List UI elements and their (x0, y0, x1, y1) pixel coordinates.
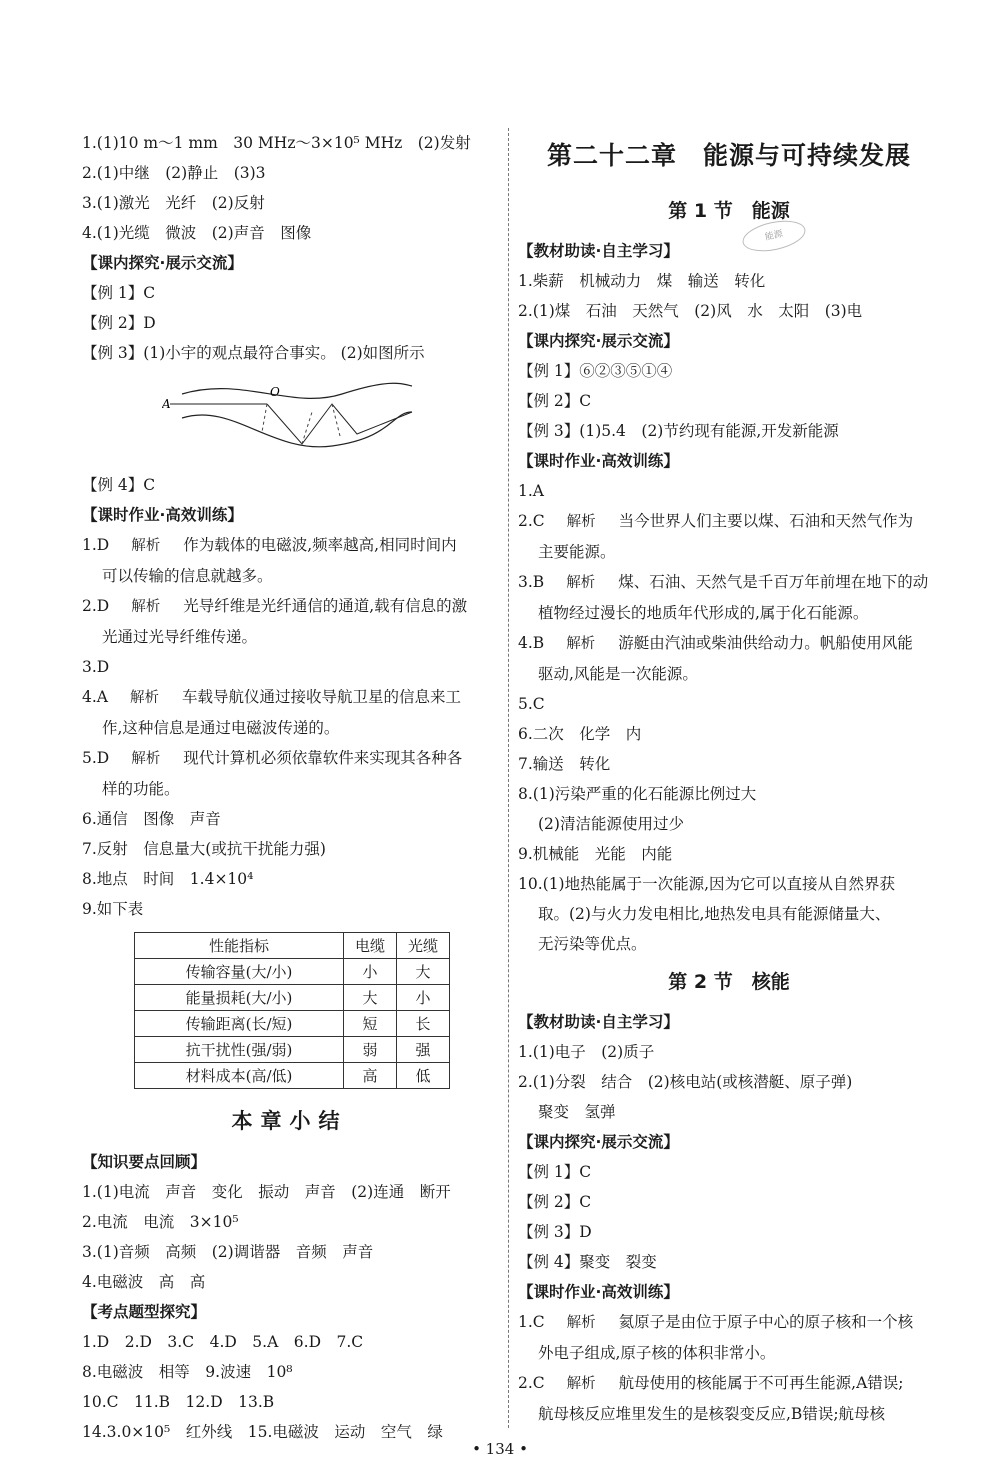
homework-answer-cont: 取。(2)与火力发电相比,地热发电具有能源储量大、 (538, 905, 891, 923)
table-header-row (135, 933, 450, 959)
knowledge-answer: 3.(1)音频 高频 (2)调谐器 音频 声音 (82, 1243, 374, 1261)
section-heading: 【考点题型探究】 (82, 1303, 207, 1321)
table-cell: 小 (397, 985, 450, 1011)
homework-answer-cont: (2)清洁能源使用过少 (538, 815, 684, 833)
homework-answer: 10.(1)地热能属于一次能源,因为它可以直接从自然界获 (518, 875, 896, 893)
table-cell: 材料成本(高/低) (135, 1063, 344, 1089)
section-heading: 【课时作业·高效训练】 (82, 506, 243, 524)
section-heading: 【教材助读·自主学习】 (518, 1013, 679, 1031)
homework-answer-cont: 外电子组成,原子核的体积非常小。 (538, 1344, 776, 1362)
knowledge-answer: 2.电流 电流 3×10⁵ (82, 1213, 239, 1231)
homework-answer: 4.B 解析 游艇由汽油或柴油供给动力。帆船使用风能 (518, 634, 913, 652)
section-heading: 【课内探究·展示交流】 (518, 332, 679, 350)
answer-line: 1.柴薪 机械动力 煤 输送 转化 (518, 272, 766, 290)
knowledge-answer: 1.(1)电流 声音 变化 振动 声音 (2)连通 断开 (82, 1183, 451, 1201)
section-title: 第 1 节 能源 (668, 200, 790, 222)
table-cell: 强 (397, 1037, 450, 1063)
table-cell: 传输容量(大/小) (135, 959, 344, 985)
homework-answer: 1.C 解析 氦原子是由位于原子中心的原子核和一个核 (518, 1313, 914, 1331)
example-answer: 【例 4】C (82, 476, 156, 494)
homework-answer: 9.如下表 (82, 900, 144, 918)
answer-line: 4.(1)光缆 微波 (2)声音 图像 (82, 224, 312, 242)
left-column (82, 128, 497, 1447)
section-heading: 【课内探究·展示交流】 (82, 254, 243, 272)
table-row (135, 959, 450, 985)
table-cell: 传输距离(长/短) (135, 1011, 344, 1037)
example-answer: 【例 2】C (518, 392, 592, 410)
homework-answer: 9.机械能 光能 内能 (518, 845, 673, 863)
table-row (135, 1063, 450, 1089)
table-cell: 小 (344, 959, 397, 985)
homework-answer-cont: 可以传输的信息就越多。 (102, 567, 273, 585)
answer-line: 3.(1)激光 光纤 (2)反射 (82, 194, 265, 212)
page-number: • 134 • (472, 1440, 528, 1458)
example-answer: 【例 1】C (518, 1163, 592, 1181)
table-cell: 抗干扰性(强/弱) (135, 1037, 344, 1063)
homework-answer-cont: 样的功能。 (102, 780, 180, 798)
example-answer: 【例 1】C (82, 284, 156, 302)
table-cell: 弱 (344, 1037, 397, 1063)
homework-answer-cont: 驱动,风能是一次能源。 (538, 665, 698, 683)
homework-answer: 2.D 解析 光导纤维是光纤通信的通道,载有信息的激 (82, 597, 468, 615)
homework-answer-cont: 无污染等优点。 (538, 935, 647, 953)
homework-answer: 7.反射 信息量大(或抗干扰能力强) (82, 840, 326, 858)
example-answer: 【例 2】D (82, 314, 156, 332)
exam-answer: 10.C 11.B 12.D 13.B (82, 1393, 275, 1411)
homework-answer: 2.C 解析 航母使用的核能属于不可再生能源,A错误; (518, 1374, 904, 1392)
homework-answer: 6.二次 化学 内 (518, 725, 642, 743)
table-cell: 大 (397, 959, 450, 985)
homework-answer: 7.输送 转化 (518, 755, 611, 773)
figure-label-a: A (162, 397, 171, 411)
homework-answer: 8.(1)污染严重的化石能源比例过大 (518, 785, 757, 803)
table-cell: 高 (344, 1063, 397, 1089)
section-title: 第 2 节 核能 (668, 971, 790, 993)
homework-answer: 6.通信 图像 声音 (82, 810, 221, 828)
example-answer: 【例 3】(1)小宇的观点最符合事实。 (2)如图所示 (82, 344, 425, 362)
homework-answer: 2.C 解析 当今世界人们主要以煤、石油和天然气作为 (518, 512, 914, 530)
homework-answer: 4.A 解析 车载导航仪通过接收导航卫星的信息来工 (82, 688, 461, 706)
example-answer: 【例 3】(1)5.4 (2)节约现有能源,开发新能源 (518, 422, 839, 440)
exam-answer: 1.D 2.D 3.C 4.D 5.A 6.D 7.C (82, 1333, 364, 1351)
exam-answer: 14.3.0×10⁵ 红外线 15.电磁波 运动 空气 绿 (82, 1423, 443, 1441)
table-row (135, 985, 450, 1011)
table-row (135, 1011, 450, 1037)
section-heading: 【课内探究·展示交流】 (518, 1133, 679, 1151)
example-answer: 【例 1】⑥②③⑤①④ (518, 362, 673, 380)
answer-line: 2.(1)分裂 结合 (2)核电站(或核潜艇、原子弹) (518, 1073, 853, 1091)
section-heading: 【课时作业·高效训练】 (518, 452, 679, 470)
example-answer: 【例 2】C (518, 1193, 592, 1211)
homework-answer: 5.D 解析 现代计算机必须依靠软件来实现其各种各 (82, 749, 463, 767)
table-cell: 能量损耗(大/小) (135, 985, 344, 1011)
example-answer: 【例 4】聚变 裂变 (518, 1253, 657, 1271)
optical-fiber-figure (162, 372, 497, 464)
section-heading: 【教材助读·自主学习】 (518, 242, 679, 260)
homework-answer-cont: 植物经过漫长的地质年代形成的,属于化石能源。 (538, 604, 869, 622)
section-heading: 【课时作业·高效训练】 (518, 1283, 679, 1301)
homework-answer-cont: 作,这种信息是通过电磁波传递的。 (102, 719, 340, 737)
answer-line-cont: 聚变 氢弹 (538, 1103, 616, 1121)
section-heading: 【知识要点回顾】 (82, 1153, 207, 1171)
homework-answer: 3.B 解析 煤、石油、天然气是千百万年前埋在地下的动 (518, 573, 929, 591)
table-cell: 低 (397, 1063, 450, 1089)
table-cell: 长 (397, 1011, 450, 1037)
homework-answer-cont: 航母核反应堆里发生的是核裂变反应,B错误;航母核 (538, 1405, 886, 1423)
table-header: 性能指标 (135, 933, 344, 959)
answer-line: 2.(1)中继 (2)静止 (3)3 (82, 164, 266, 182)
homework-answer: 1.D 解析 作为载体的电磁波,频率越高,相同时间内 (82, 536, 457, 554)
homework-answer-cont: 主要能源。 (538, 543, 616, 561)
table-header: 光缆 (397, 933, 450, 959)
homework-answer: 5.C (518, 695, 545, 713)
figure-label-o: O (270, 385, 280, 399)
table-header: 电缆 (344, 933, 397, 959)
table-cell: 短 (344, 1011, 397, 1037)
stamp-watermark: 能源 (740, 216, 808, 257)
answer-line: 1.(1)10 m～1 mm 30 MHz～3×10⁵ MHz (2)发射 (82, 134, 471, 152)
homework-answer: 8.地点 时间 1.4×10⁴ (82, 870, 254, 888)
answer-line: 2.(1)煤 石油 天然气 (2)风 水 太阳 (3)电 (518, 302, 863, 320)
homework-answer: 3.D (82, 658, 110, 676)
column-divider (508, 128, 509, 1428)
exam-answer: 8.电磁波 相等 9.波速 10⁸ (82, 1363, 293, 1381)
table-row (135, 1037, 450, 1063)
chapter-title: 第二十二章 能源与可持续发展 (546, 141, 911, 170)
chapter-summary-title: 本章小结 (231, 1109, 348, 1133)
homework-answer: 1.A (518, 482, 544, 500)
answer-line: 1.(1)电子 (2)质子 (518, 1043, 655, 1061)
right-column (518, 128, 940, 1429)
example-answer: 【例 3】D (518, 1223, 592, 1241)
table-cell: 大 (344, 985, 397, 1011)
performance-table (134, 932, 450, 1089)
knowledge-answer: 4.电磁波 高 高 (82, 1273, 206, 1291)
homework-answer-cont: 光通过光导纤维传递。 (102, 628, 258, 646)
